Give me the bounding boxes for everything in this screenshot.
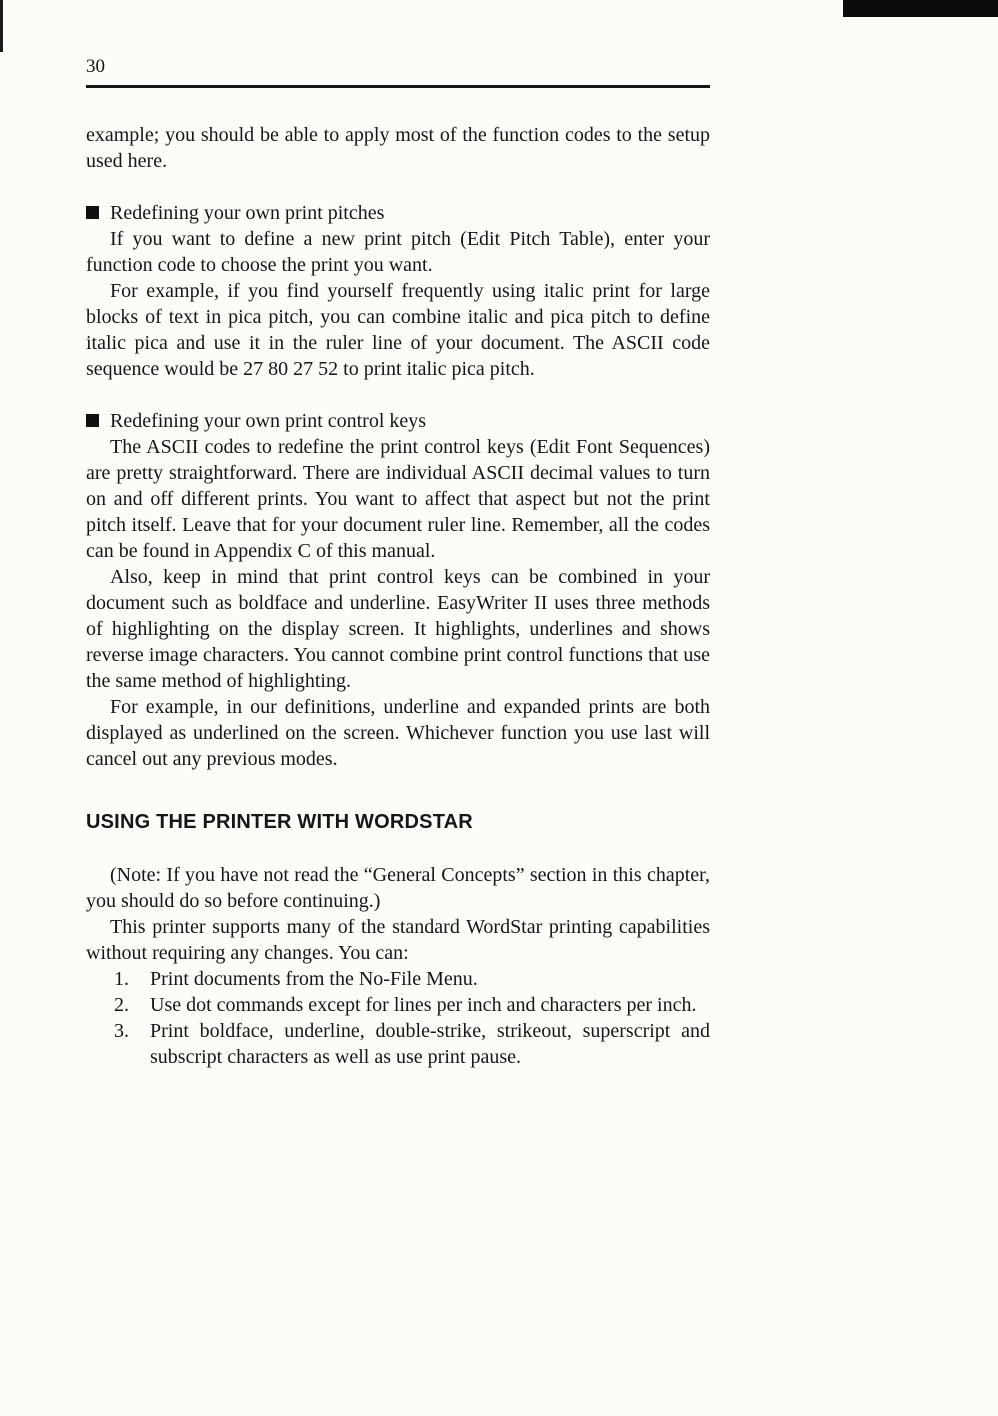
section-print-pitches <box>86 200 710 382</box>
scan-edge-artifact <box>0 0 3 52</box>
square-bullet-icon <box>86 414 99 427</box>
section-heading <box>86 200 710 226</box>
list-item <box>114 1018 710 1070</box>
section-heading-text: Redefining your own print pitches <box>110 202 385 224</box>
page-corner-tab <box>843 0 998 17</box>
section-wordstar <box>86 862 710 1070</box>
list-item-text: Print documents from the No-File Menu. <box>150 968 478 990</box>
list-item <box>114 966 710 992</box>
section-heading-text: Redefining your own print control keys <box>110 410 427 432</box>
list-item-text: Print boldface, underline, double-strike, strikeout, superscript and subscript characters as well as use print pause. <box>150 1020 710 1068</box>
paragraph: For example, in our definitions, underline and expanded prints are both displayed as underlined on the screen. Whichever function you use last will cancel out any previous modes. <box>86 696 710 770</box>
paragraph: The ASCII codes to redefine the print control keys (Edit Font Sequences) are pretty straightforward. There are individual ASCII decimal values to turn on and off different prints. You want to affect that aspect but not the print pitch itself. Leave that for your document ruler line. Remember, all the codes can be found in Appendix C of this manual. <box>86 436 710 562</box>
header-rule <box>86 85 710 88</box>
text-column <box>86 122 710 1070</box>
wordstar-section-heading: USING THE PRINTER WITH WORDSTAR <box>86 811 473 833</box>
paragraph: (Note: If you have not read the “General Concepts” section in this chapter, you should do so before continuing.) <box>86 864 710 912</box>
list-item-number: 2. <box>114 994 129 1016</box>
paragraph: If you want to define a new print pitch (Edit Pitch Table), enter your function code to choose the print you want. <box>86 228 710 276</box>
intro-paragraph: example; you should be able to apply most of the function codes to the setup used here. <box>86 124 710 172</box>
list-item-number: 1. <box>114 968 129 990</box>
page-header <box>86 56 710 88</box>
paragraph: For example, if you find yourself frequently using italic print for large blocks of text in pica pitch, you can combine italic and pica pitch to define italic pica and use it in the ruler line of your document. The ASCII code sequence would be 27 80 27 52 to print italic pica pitch. <box>86 280 710 380</box>
square-bullet-icon <box>86 206 99 219</box>
list-item-text: Use dot commands except for lines per inch and characters per inch. <box>150 994 697 1016</box>
list-item <box>114 992 710 1018</box>
numbered-list <box>114 966 710 1070</box>
page-number: 30 <box>86 56 105 77</box>
paragraph: Also, keep in mind that print control keys can be combined in your document such as boldface and underline. EasyWriter II uses three methods of highlighting on the display screen. It highlights, underlines and shows reverse image characters. You cannot combine print control functions that use the same method of highlighting. <box>86 566 710 692</box>
paragraph: This printer supports many of the standard WordStar printing capabilities without requiring any changes. You can: <box>86 916 710 964</box>
list-item-number: 3. <box>114 1020 129 1042</box>
section-heading <box>86 408 710 434</box>
section-print-control-keys <box>86 408 710 772</box>
